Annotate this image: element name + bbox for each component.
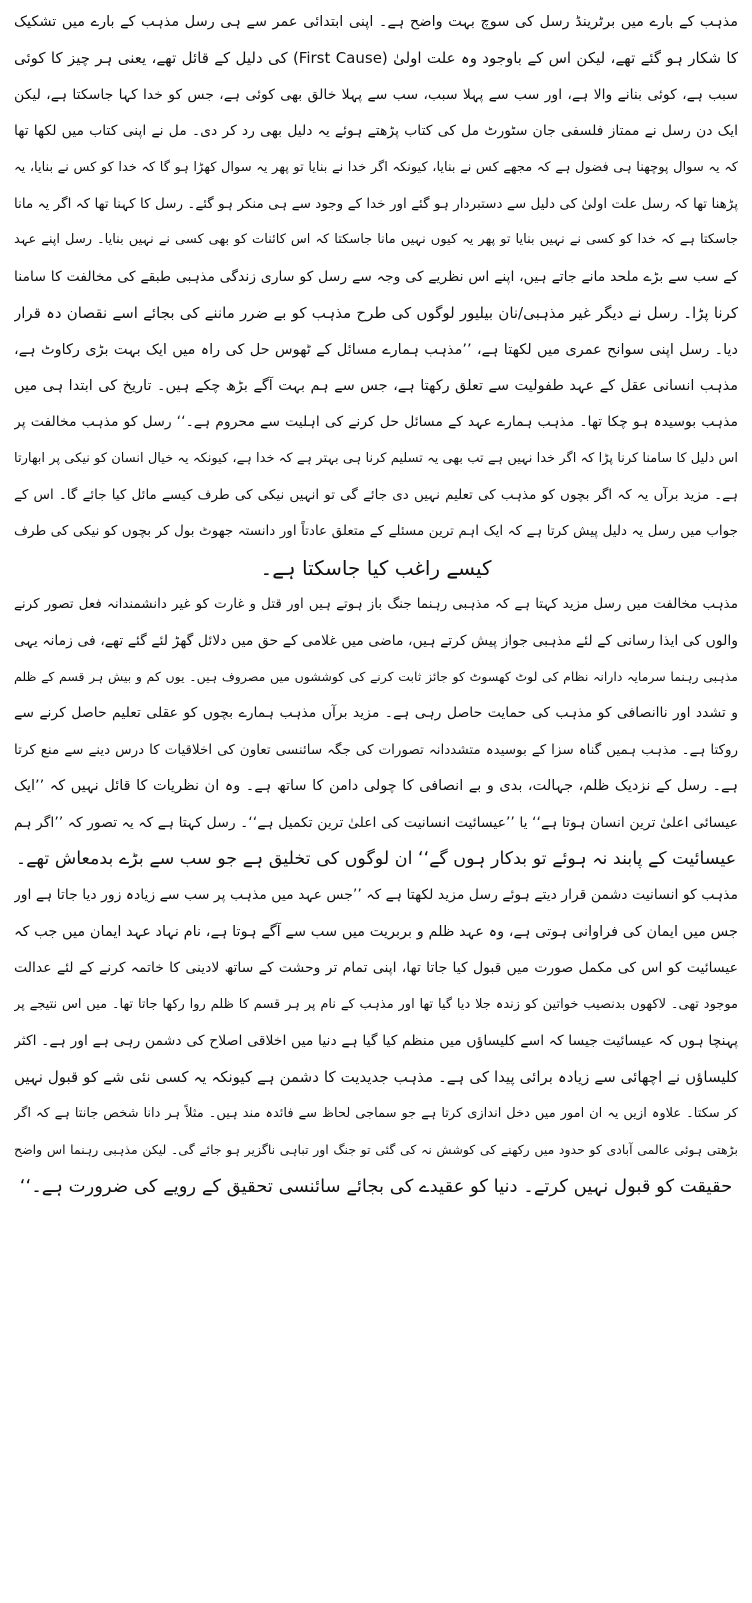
text-line: جاسکتا ہے کہ خدا کو کسی نے نہیں بنایا تو پھر یہ کیوں نہیں مانا جاسکتا کہ اس کائنات کو بھی کسی نے نہیں بنایا۔ رسل اپنے عہد <box>14 232 738 248</box>
text-line: دیا۔ رسل اپنی سوانح عمری میں لکھتا ہے، ’’مذہب ہمارے مسائل کے ٹھوس حل کی راہ میں ایک بہت بڑی رکاوٹ ہے، <box>14 341 738 358</box>
text-line: موجود تھی۔ لاکھوں بدنصیب خواتین کو زندہ جلا دیا گیا تھا اور مذہب کے نام پر ہر قسم کا ظلم روا رکھا جاتا تھا۔ میں اس نتیجے پر <box>14 996 738 1012</box>
text-line: ایک دن رسل نے ممتاز فلسفی جان سٹورٹ مل کی کتاب پڑھتے ہوئے یہ دلیل بھی رد کر دی۔ مل نے اپنی کتاب میں لکھا تھا <box>14 123 738 140</box>
text-line: روکتا ہے۔ مذہب ہمیں گناہ سزا کے بوسیدہ متشددانہ تصورات کی جگہ سائنسی تعاون کی اخلاقیات کا درس دینے سے منع کرتا <box>14 741 738 758</box>
text-line: کلیساؤں نے اچھائی سے زیادہ برائی پیدا کی ہے۔ مذہب جدیدیت کا دشمن ہے کیونکہ یہ کسی نئی شے کو قبول نہیں <box>14 1068 738 1087</box>
text-line: پہنچا ہوں کہ عیسائیت جیسا کہ اسے کلیساؤں میں منظم کیا گیا ہے دنیا میں اخلاقی اصلاح کی دشمن رہی ہے اور ہے۔ اکثر <box>14 1032 738 1049</box>
text-line: ہے۔ رسل کے نزدیک ظلم، جہالت، بدی و بے انصافی کا چولی دامن کا ساتھ ہے۔ وہ ان نظریات کا قائل نہیں کہ ’’ایک <box>14 778 738 795</box>
text-line: مذہب انسانی عقل کے عہد طفولیت سے تعلق رکھتا ہے، جس سے ہم بہت آگے بڑھ چکے ہیں۔ تاریخ کی ابتدا ہی میں <box>14 377 738 394</box>
text-line: بڑھتی ہوئی عالمی آبادی کو حدود میں رکھنے کی کوشش نہ کی گئی تو جنگ اور تباہی ناگزیر ہو جائے گی۔ لیکن مذہبی رہنما اس واضح <box>14 1142 738 1158</box>
text-line: جس میں ایمان کی فراوانی ہوتی ہے، وہ عہد ظلم و بربریت میں سب سے آگے ہوتا ہے، نام نہاد عہد ایمان میں جب کہ <box>14 923 738 940</box>
text-line: مذہب کو انسانیت دشمن قرار دیتے ہوئے رسل مزید لکھتا ہے کہ ’’جس عہد میں مذہب پر سب سے زیادہ زور دیا جاتا ہے اور <box>14 887 738 904</box>
text-line: مذہب مخالفت میں رسل مزید کہتا ہے کہ مذہبی رہنما جنگ باز ہوتے ہیں اور قتل و غارت کو غیر دانشمندانہ فعل تصور کرنے <box>14 596 738 613</box>
text-line: مذہب بوسیدہ ہو چکا تھا۔ مذہب ہمارے عہد کے مسائل حل کرنے کی اہلیت سے محروم ہے۔‘‘ رسل کو مذہب مخالفت پر <box>14 414 738 431</box>
paragraph-2 <box>14 586 738 877</box>
text-line: کہ یہ سوال پوچھنا ہی فضول ہے کہ مجھے کس نے بنایا، کیونکہ اگر خدا نے بنایا تو پھر یہ سوال کھڑا ہو گا کہ خدا کو کس نے بنایا، یہ <box>14 159 738 175</box>
text-line: مذہبی رہنما سرمایہ دارانہ نظام کی لوٹ کھسوٹ کو جائز ثابت کرنے کی کوششوں میں مصروف ہیں۔ یوں کم و بیش ہر قسم کے ظلم <box>14 669 738 685</box>
paragraph-3 <box>14 877 738 1205</box>
text-line: ہے۔ مزید برآں یہ کہ اگر بچوں کو مذہب کی تعلیم نہیں دی جائے گی تو انہیں نیکی کی طرف کیسے مائل کیا جائے گا۔ اس کے <box>14 487 738 504</box>
text-line: و تشدد اور ناانصافی کو مذہب کی حمایت حاصل رہی ہے۔ مزید برآں مذہب ہمارے بچوں کو عقلی تعلیم حاصل کرنے سے <box>14 705 738 722</box>
text-line: حقیقت کو قبول نہیں کرتے۔ دنیا کو عقیدے کی بجائے سائنسی تحقیق کے رویے کی ضرورت ہے۔‘‘ <box>19 1175 733 1197</box>
text-line: کرنا پڑا۔ رسل نے دیگر غیر مذہبی/نان بیلیور لوگوں کی طرح مذہب کو بے ضرر ماننے کی بجائے اسے نقصان دہ قرار <box>14 304 738 323</box>
text-line: جواب میں رسل یہ دلیل پیش کرتا ہے کہ ایک اہم ترین مسئلے کے متعلق عادتاً اور دانستہ جھوٹ بول کر بچوں کو نیکی کی طرف <box>14 523 738 540</box>
text-line: مذہب کے بارے میں برٹرینڈ رسل کی سوچ بہت واضح ہے۔ اپنی ابتدائی عمر سے ہی رسل مذہب کے بارے میں تشکیک <box>14 14 738 30</box>
text-line: پڑھنا تھا کہ رسل علت اولیٰ کی دلیل سے دستبردار ہو گئے اور خدا کے وجود سے ہی منکر ہو گئے۔ رسل کا کہنا تھا کہ اگر یہ مانا <box>14 195 738 212</box>
text-line: عیسائیت کے پابند نہ ہوئے تو بدکار ہوں گے‘‘ ان لوگوں کی تخلیق ہے جو سب سے بڑے بدمعاش تھے۔ <box>15 848 737 869</box>
text-line: کیسے راغب کیا جاسکتا ہے۔ <box>260 555 492 580</box>
text-line: کے سب سے بڑے ملحد مانے جاتے ہیں، اپنے اس نظریے کی وجہ سے رسل کو ساری زندگی مذہبی طبقے کی مخالفت کا سامنا <box>14 268 738 285</box>
text-line: سبب ہے، کوئی بنانے والا ہے، اور سب سے پہلا سبب، سب سے پہلا خالق بھی کوئی ہے، جس کو خدا کہا جاسکتا ہے، لیکن <box>14 86 738 103</box>
text-line: کا شکار ہو گئے تھے، لیکن اس کے باوجود وہ علت اولیٰ (First Cause) کی دلیل کے قائل تھے، یعنی ہر چیز کا کوئی <box>14 49 738 68</box>
paragraph-1 <box>14 4 738 586</box>
text-line: عیسائیت کو اس کی مکمل صورت میں قبول کیا جاتا تھا، اپنی تمام تر وحشت کے ساتھ لادینی کا خاتمہ کرنے کے لئے عدالت <box>14 960 738 977</box>
text-line: اس دلیل کا سامنا کرنا پڑا کہ اگر خدا نہیں ہے تب بھی یہ تسلیم کرنا ہی بہتر ہے کہ خدا ہے، کیونکہ یہ خیال انسان کو نیکی پر ابھارتا <box>14 450 738 466</box>
text-line: کر سکتا۔ علاوہ ازیں یہ ان امور میں دخل اندازی کرتا ہے جو سماجی لحاظ سے فائدہ مند ہیں۔ مثلاً ہر دانا شخص جانتا ہے کہ اگر <box>14 1105 738 1121</box>
text-line: عیسائی اعلیٰ ترین انسان ہوتا ہے‘‘ یا ’’عیسائیت انسانیت کی اعلیٰ ترین تکمیل ہے‘‘۔ رسل کہتا ہے کہ یہ تصور کہ ’’اگر ہم <box>14 814 738 831</box>
text-line: والوں کی ایذا رسانی کے لئے مذہبی جواز پیش کرتے ہیں، ماضی میں غلامی کے حق میں دلائل گھڑ لئے گئے تھے، فی زمانہ یہی <box>14 632 738 649</box>
